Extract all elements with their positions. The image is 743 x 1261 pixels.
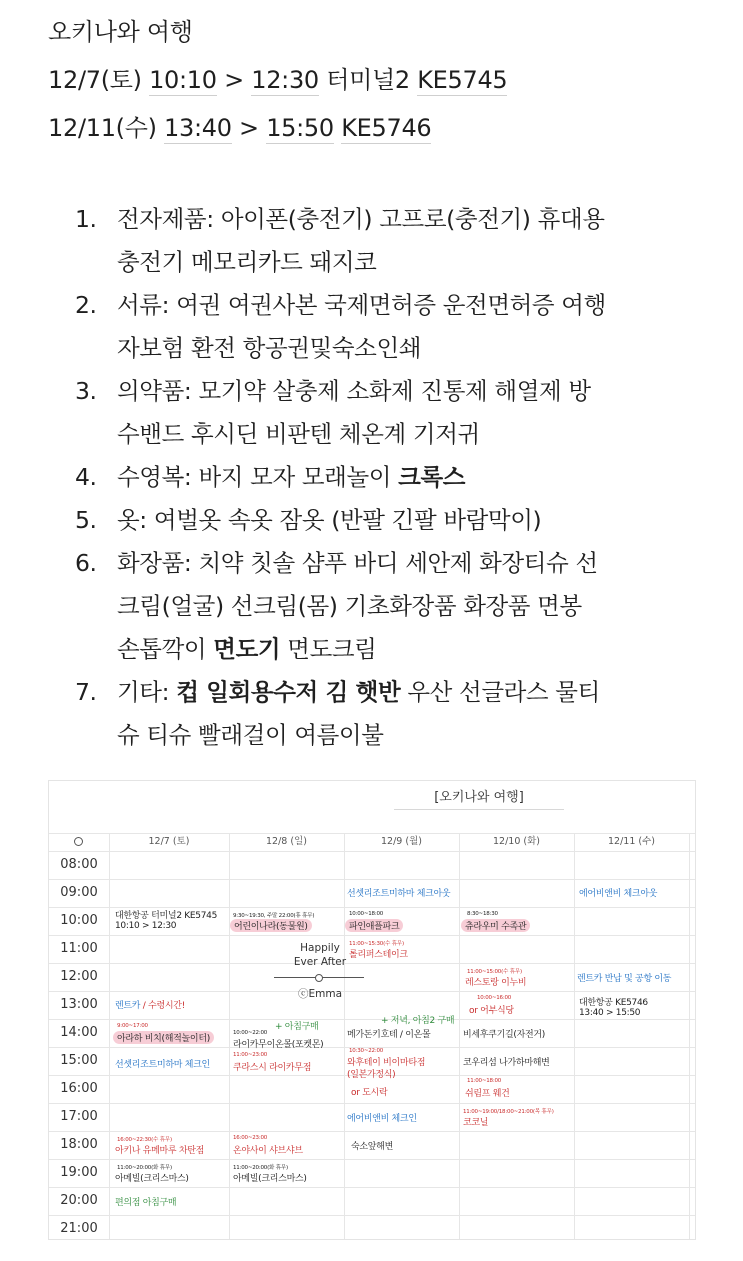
trip-title: 오키나와 여행 (48, 18, 193, 46)
grid-line (49, 1215, 695, 1216)
brand-dot (315, 974, 323, 982)
grid-line (49, 1159, 695, 1160)
day1-hours: 11:00~20:00(화 휴무) (117, 1165, 172, 1171)
day3-hours: 11:00~15:30(수 휴무) (349, 941, 404, 947)
day1-flight: 대한항공 터미널2 KE5745 (115, 911, 217, 921)
day1-flight-time: 10:10 > 12:30 (115, 921, 177, 931)
trip-planner (48, 780, 696, 1240)
day-header: 12/8 (일) (266, 836, 307, 847)
day4-restaurant: 레스토랑 이누비 (465, 978, 527, 988)
day3-hours: 10:30~22:00 (349, 1048, 384, 1054)
list-item: 4. 수영복: 바지 모자 모래놀이 크록스 (75, 463, 466, 491)
grid-line (49, 1187, 695, 1188)
day3-pineapple: 파인애플파크 (345, 919, 403, 932)
day3-hours: 10:00~18:00 (349, 911, 384, 917)
day-header: 12/9 (월) (381, 836, 422, 847)
grid-line (49, 851, 695, 852)
day2-mall: 라이카무이온몰(포켓몬) (233, 1040, 324, 1050)
day5-checkout: 에어비앤비 체크아웃 (579, 889, 658, 899)
day-header: 12/10 (화) (493, 836, 540, 847)
list-item: 3. 의약품: 모기약 살충제 소화제 진통제 해열제 방 수밴드 후시딘 비판텐 체온계 기저귀 (75, 377, 591, 448)
grid-line (574, 833, 575, 1239)
day4-shrimp: 쉬림프 웨건 (465, 1089, 510, 1099)
time-label: 13:00 (60, 997, 98, 1012)
day1-checkin: 선셋리조트미하마 체크인 (115, 1060, 210, 1070)
day2-hours: 10:00~22:00 (233, 1030, 268, 1036)
planner-title: [오키나와 여행] (394, 787, 564, 810)
time-label: 14:00 (60, 1025, 98, 1040)
brand-signature: ⓒEmma (297, 988, 343, 1000)
day5-flight: 대한항공 KE5746 (579, 998, 648, 1008)
grid-line (109, 833, 110, 1239)
day3-note: + 저녁, 아침2 구매 (381, 1016, 455, 1026)
day2-hours: 11:00~23:00 (233, 1052, 268, 1058)
list-item: 1. 전자제품: 아이폰(충전기) 고프로(충전기) 휴대용 충전기 메모리카드 돼지코 (75, 205, 605, 276)
time-label: 09:00 (60, 885, 98, 900)
time-label: 15:00 (60, 1053, 98, 1068)
day2-shabu: 온야사이 샤브샤브 (233, 1146, 303, 1156)
grid-line (49, 1103, 695, 1104)
day4-aquarium: 츄라우미 수족관 (461, 919, 530, 932)
list-item: 2. 서류: 여권 여권사본 국제면허증 운전면허증 여행 자보험 환전 항공권및숙소인쇄 (75, 291, 606, 362)
day4-hours: 10:00~16:00 (477, 995, 512, 1001)
packing-list (75, 198, 715, 757)
day3-checkin: 에어비앤비 체크인 (347, 1114, 417, 1124)
day2-zoo: 어린이나라(동물원) (230, 919, 312, 932)
day3-alt: or 도시락 (351, 1088, 388, 1098)
list-item: 5. 옷: 여벌옷 속옷 잠옷 (반팔 긴팔 바람막이) (75, 506, 542, 534)
flight-outbound: 12/7(토) 10:10 > 12:30 터미널2 KE5745 (48, 66, 508, 94)
day2-hours: 16:00~23:00 (233, 1135, 268, 1141)
grid-line (49, 879, 695, 880)
day1-hours: 16:00~22:30(수 휴무) (117, 1137, 172, 1143)
time-label: 10:00 (60, 913, 98, 928)
time-label: 11:00 (60, 941, 98, 956)
day5-flight-time: 13:40 > 15:50 (579, 1008, 641, 1018)
day2-hours: 11:00~20:00(화 휴무) (233, 1165, 288, 1171)
day-header: 12/7 (토) (148, 836, 190, 847)
day4-alt: or 어부식당 (469, 1006, 514, 1016)
day2-shop: 아메빌(크리스마스) (233, 1174, 307, 1184)
flight-return: 12/11(수) 13:40 > 15:50 KE5746 (48, 114, 432, 142)
day1-shop: 아메빌(크리스마스) (115, 1174, 189, 1184)
list-item: 6. 화장품: 치약 칫솔 샴푸 바디 세안제 화장티슈 선 크림(얼굴) 선크림(몸) 기초화장품 화장품 면봉 손톱깍이 면도기 면도크림 (75, 549, 598, 663)
time-label: 21:00 (60, 1221, 98, 1236)
day4-hours: 11:00~15:00(수 휴무) (467, 969, 522, 975)
day4-hours: 11:00~18:00 (467, 1078, 502, 1084)
time-label: 19:00 (60, 1165, 98, 1180)
day4-bike: 비세후쿠기길(자전거) (463, 1030, 545, 1040)
planner-grid (49, 833, 695, 1239)
day3-food: 와후테이 비이마타점 (347, 1058, 426, 1068)
brand-mark: Happily Ever After (293, 942, 347, 968)
day3-steak: 롤리퍼스테이크 (349, 950, 408, 960)
day4-hours: 11:00~19:00/18:00~21:00(목 휴무) (463, 1109, 554, 1115)
day5-return-car: 렌트카 반납 및 공항 이동 (577, 974, 672, 984)
day1-hours: 9:00~17:00 (117, 1023, 148, 1029)
day1-dinner: 아키나 유메마루 차탄점 (115, 1146, 205, 1156)
day3-food-type: (일본가정식) (347, 1070, 396, 1080)
list-item: 7. 기타: 컵 일회용수저 김 햇반 우산 선글라스 물티 슈 티슈 빨래걸이 여름이불 (75, 678, 600, 749)
time-label: 12:00 (60, 969, 98, 984)
day2-sushi: 쿠라스시 라이카무점 (233, 1063, 312, 1073)
time-label: 16:00 (60, 1081, 98, 1096)
grid-line (229, 833, 230, 1239)
day4-beach: 코우리섬 나가하마해변 (463, 1058, 550, 1068)
time-label: 20:00 (60, 1193, 98, 1208)
grid-line (344, 833, 345, 1239)
grid-line (49, 1131, 695, 1132)
grid-line (459, 833, 460, 1239)
time-label: 17:00 (60, 1109, 98, 1124)
clock-icon (74, 837, 83, 846)
grid-line (49, 1019, 695, 1020)
day-header: 12/11 (수) (608, 836, 655, 847)
grid-line (49, 935, 695, 936)
day4-hours: 8:30~18:30 (467, 911, 498, 917)
day3-checkout: 선셋리조트미하마 체크아웃 (347, 889, 451, 899)
day1-beach: 아라하 비치(해적놀이터) (113, 1031, 214, 1044)
day4-pasta: 코코닐 (463, 1118, 489, 1128)
day2-breakfast: + 아침구매 (275, 1022, 319, 1032)
day3-mall: 메가돈키호테 / 이온몰 (347, 1030, 431, 1040)
day3-beach: 숙소앞해변 (351, 1142, 393, 1152)
day2-hours: 9:30~19:30, 주말 22:00(휴 휴무) (233, 913, 315, 919)
grid-line (689, 833, 690, 1239)
time-label: 08:00 (60, 857, 98, 872)
day1-convenience: 편의점 아침구매 (115, 1198, 177, 1208)
day1-rentcar: 렌트카 / 수령시간! (115, 1001, 185, 1011)
time-label: 18:00 (60, 1137, 98, 1152)
